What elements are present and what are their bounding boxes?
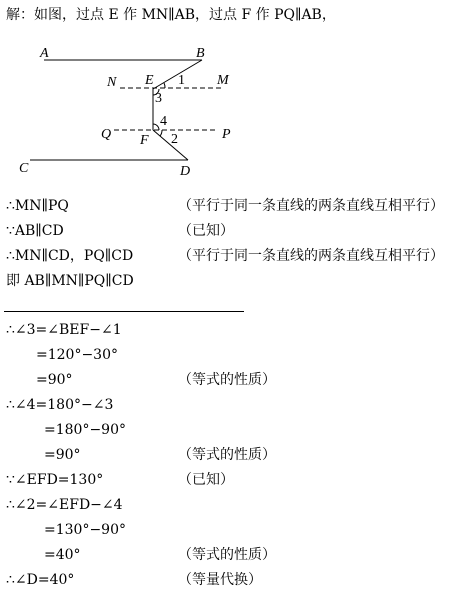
reason: （等式的性质） <box>178 447 276 463</box>
angle-arc-4 <box>153 124 159 130</box>
statement: =90° <box>44 447 81 463</box>
label-a: A <box>40 46 49 61</box>
label-q: Q <box>101 127 112 142</box>
angle-arc-2 <box>160 130 162 136</box>
statement: ∴MN∥CD，PQ∥CD <box>6 248 134 264</box>
label-angle-3: 3 <box>155 91 162 106</box>
reason: （平行于同一条直线的两条直线互相平行） <box>178 198 444 214</box>
geometry-figure <box>0 0 476 200</box>
statement: ∴∠D=40° <box>6 572 75 588</box>
label-c: C <box>19 161 29 176</box>
label-n: N <box>107 75 117 90</box>
statement: =180°−90° <box>44 422 126 438</box>
statement: =90° <box>36 372 73 388</box>
statement: ∴∠4=180°−∠3 <box>6 397 114 413</box>
reason: （等式的性质） <box>178 547 276 563</box>
statement: ∴MN∥PQ <box>6 198 69 214</box>
divider-rule <box>4 311 244 312</box>
statement: ∵∠EFD=130° <box>6 472 104 488</box>
reason: （平行于同一条直线的两条直线互相平行） <box>178 248 444 264</box>
statement: ∴∠3=∠BEF−∠1 <box>6 322 122 338</box>
statement: ∴∠2=∠EFD−∠4 <box>6 497 123 513</box>
intro-text: 解：如图，过点 E 作 MN∥AB，过点 F 作 PQ∥AB， <box>6 7 336 23</box>
statement: 即 AB∥MN∥PQ∥CD <box>6 273 134 289</box>
label-angle-4: 4 <box>160 114 167 129</box>
label-d: D <box>180 164 191 179</box>
reason: （已知） <box>178 223 234 239</box>
angle-arc-1 <box>164 83 165 88</box>
statement: =130°−90° <box>44 522 126 538</box>
reason: （等式的性质） <box>178 372 276 388</box>
statement: ∵AB∥CD <box>6 223 64 239</box>
label-m: M <box>217 73 229 88</box>
label-angle-1: 1 <box>178 73 185 88</box>
statement: =40° <box>44 547 81 563</box>
statement: =120°−30° <box>36 347 118 363</box>
label-angle-2: 2 <box>171 132 178 147</box>
reason: （已知） <box>178 472 234 488</box>
label-b: B <box>196 46 205 61</box>
reason: （等量代换） <box>178 572 262 588</box>
label-e: E <box>145 73 154 88</box>
label-f: F <box>140 133 149 148</box>
label-p: P <box>222 127 231 142</box>
